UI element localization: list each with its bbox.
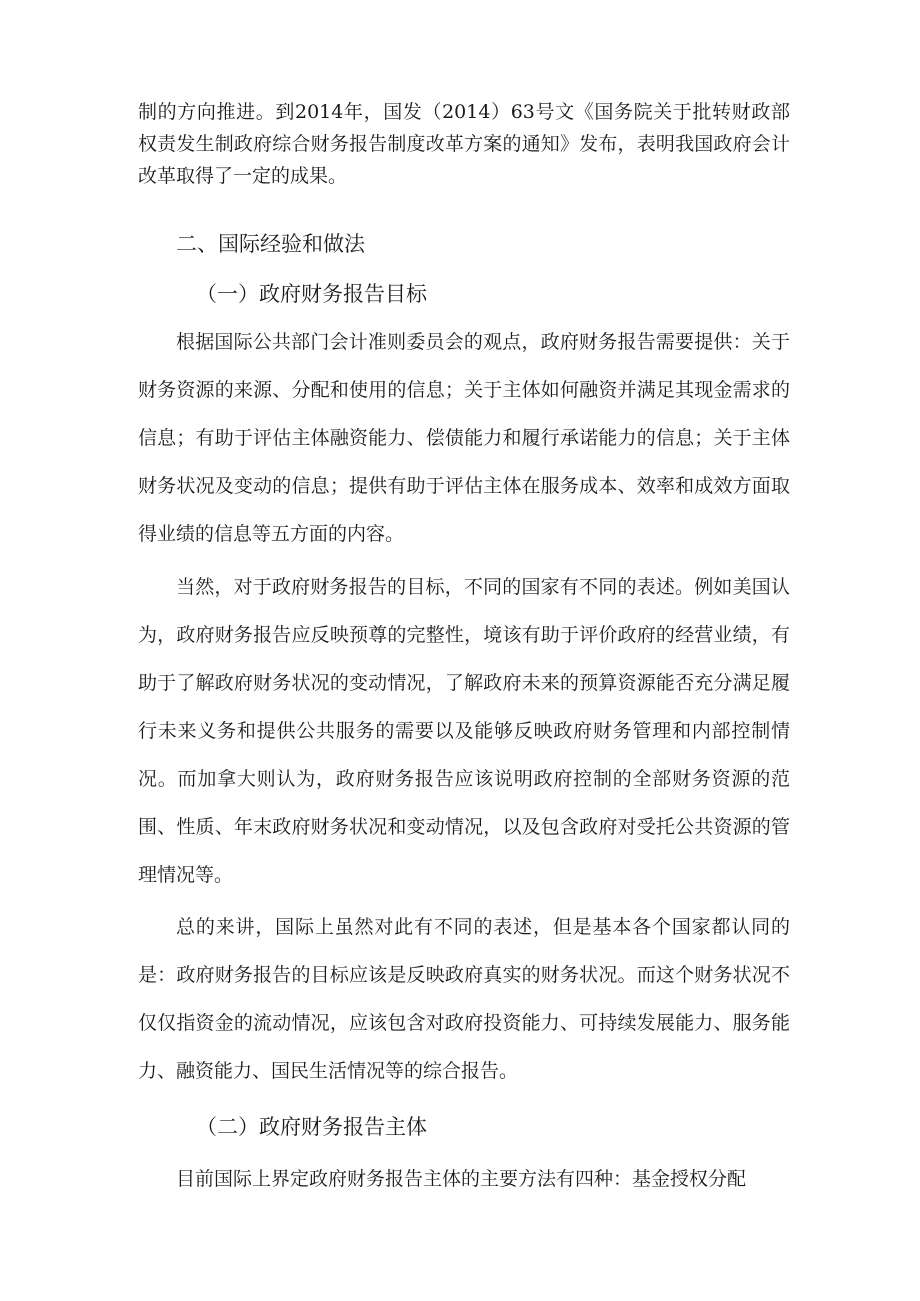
body-paragraph: 目前国际上界定政府财务报告主体的主要方法有四种：基金授权分配 <box>176 1168 747 1190</box>
body-paragraph: 总的来讲，国际上虽然对此有不同的表述，但是基本各个国家都认同的是：政府财务报告的目标应该是反映政府真实的财务状况。而这个财务状况不仅仅指资金的流动情况，应该包含对政府投资能力、可持续发展能力、服务能力、融资能力、国民生活情况等的综合报告。 <box>138 916 790 1082</box>
section-heading: 二、国际经验和做法 <box>176 232 365 256</box>
intro-paragraph: 制的方向推进。到2014年，国发（2014）63号文《国务院关于批转财政部权责发生制政府综合财务报告制度改革方案的通知》发布，表明我国政府会计改革取得了一定的成果。 <box>138 101 790 187</box>
subsection-heading-objective: （一）政府财务报告目标 <box>196 282 427 306</box>
subsection-heading-entity: （二）政府财务报告主体 <box>196 1115 427 1139</box>
body-paragraph: 根据国际公共部门会计准则委员会的观点，政府财务报告需要提供：关于财务资源的来源、分配和使用的信息；关于主体如何融资并满足其现金需求的信息；有助于评估主体融资能力、偿债能力和履行承诺能力的信息；关于主体财务状况及变动的信息；提供有助于评估主体在服务成本、效率和成效方面取得业绩的信息等五方面的内容。 <box>138 331 790 545</box>
body-paragraph: 当然，对于政府财务报告的目标，不同的国家有不同的表述。例如美国认为，政府财务报告应反映预尊的完整性，境该有助于评价政府的经营业绩，有助于了解政府财务状况的变动情况，了解政府未来的预算资源能否充分满足履行未来义务和提供公共服务的需要以及能够反映政府财务管理和内部控制情况。而加拿大则认为，政府财务报告应该说明政府控制的全部财务资源的范围、性质、年末政府财务状况和变动情况，以及包含政府对受托公共资源的管理情况等。 <box>138 576 790 886</box>
